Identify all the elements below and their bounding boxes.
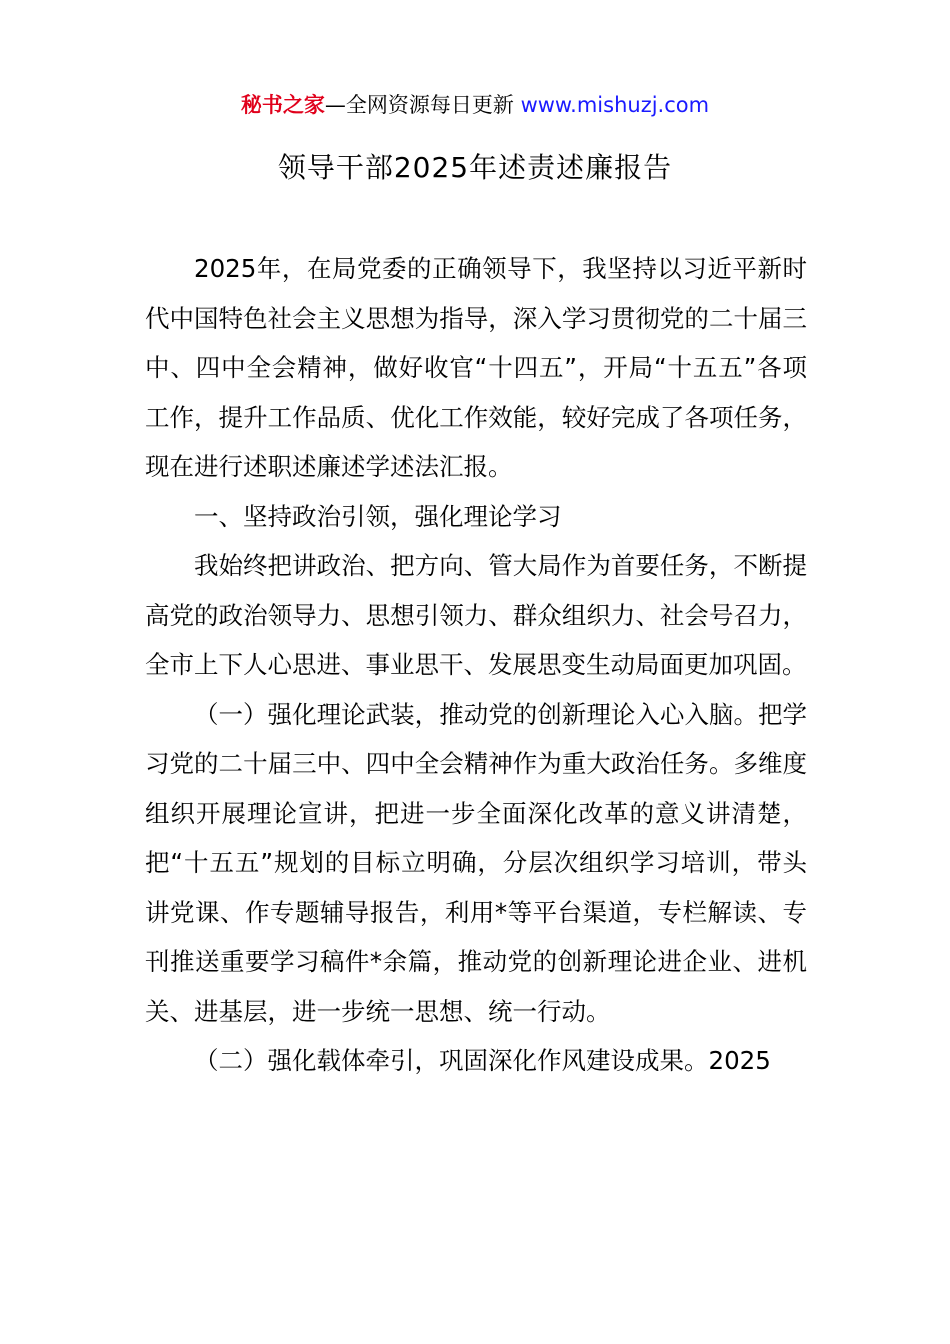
paragraph-section-1: 我始终把讲政治、把方向、管大局作为首要任务，不断提高党的政治领导力、思想引领力、群众组织力、社会号召力，全市上下人心思进、事业思干、发展思变生动局面更加巩固。 (145, 551, 807, 679)
paragraph-intro: 2025年，在局党委的正确领导下，我坚持以习近平新时代中国特色社会主义思想为指导，深入学习贯彻党的二十届三中、四中全会精神，做好收官“十四五”，开局“十五五”各项工作，提升工作品质、优化工作效能，较好完成了各项任务，现在进行述职述廉述学述法汇报。 (145, 254, 807, 481)
document-body (145, 244, 807, 1086)
brand-name: 秘书之家 (240, 93, 325, 117)
header-tagline: —全网资源每日更新 (324, 93, 514, 117)
paragraph-subsection-1: （一）强化理论武装，推动党的创新理论入心入脑。把学习党的二十届三中、四中全会精神作为重大政治任务。多维度组织开展理论宣讲，把进一步全面深化改革的意义讲清楚，把“十五五”规划的目标立明确，分层次组织学习培训，带头讲党课、作专题辅导报告，利用*等平台渠道，专栏解读、专刊推送重要学习稿件*余篇，推动党的创新理论进企业、进机关、进基层，进一步统一思想、统一行动。 (145, 699, 807, 1026)
paragraph-subsection-2: （二）强化载体牵引，巩固深化作风建设成果。2025 (194, 1046, 771, 1075)
site-link[interactable]: www.mishuzj.com (520, 93, 710, 117)
section-heading-1: 一、坚持政治引领，强化理论学习 (194, 501, 562, 531)
document-title: 领导干部2025年述责述廉报告 (277, 151, 673, 184)
watermark-header (0, 88, 950, 122)
